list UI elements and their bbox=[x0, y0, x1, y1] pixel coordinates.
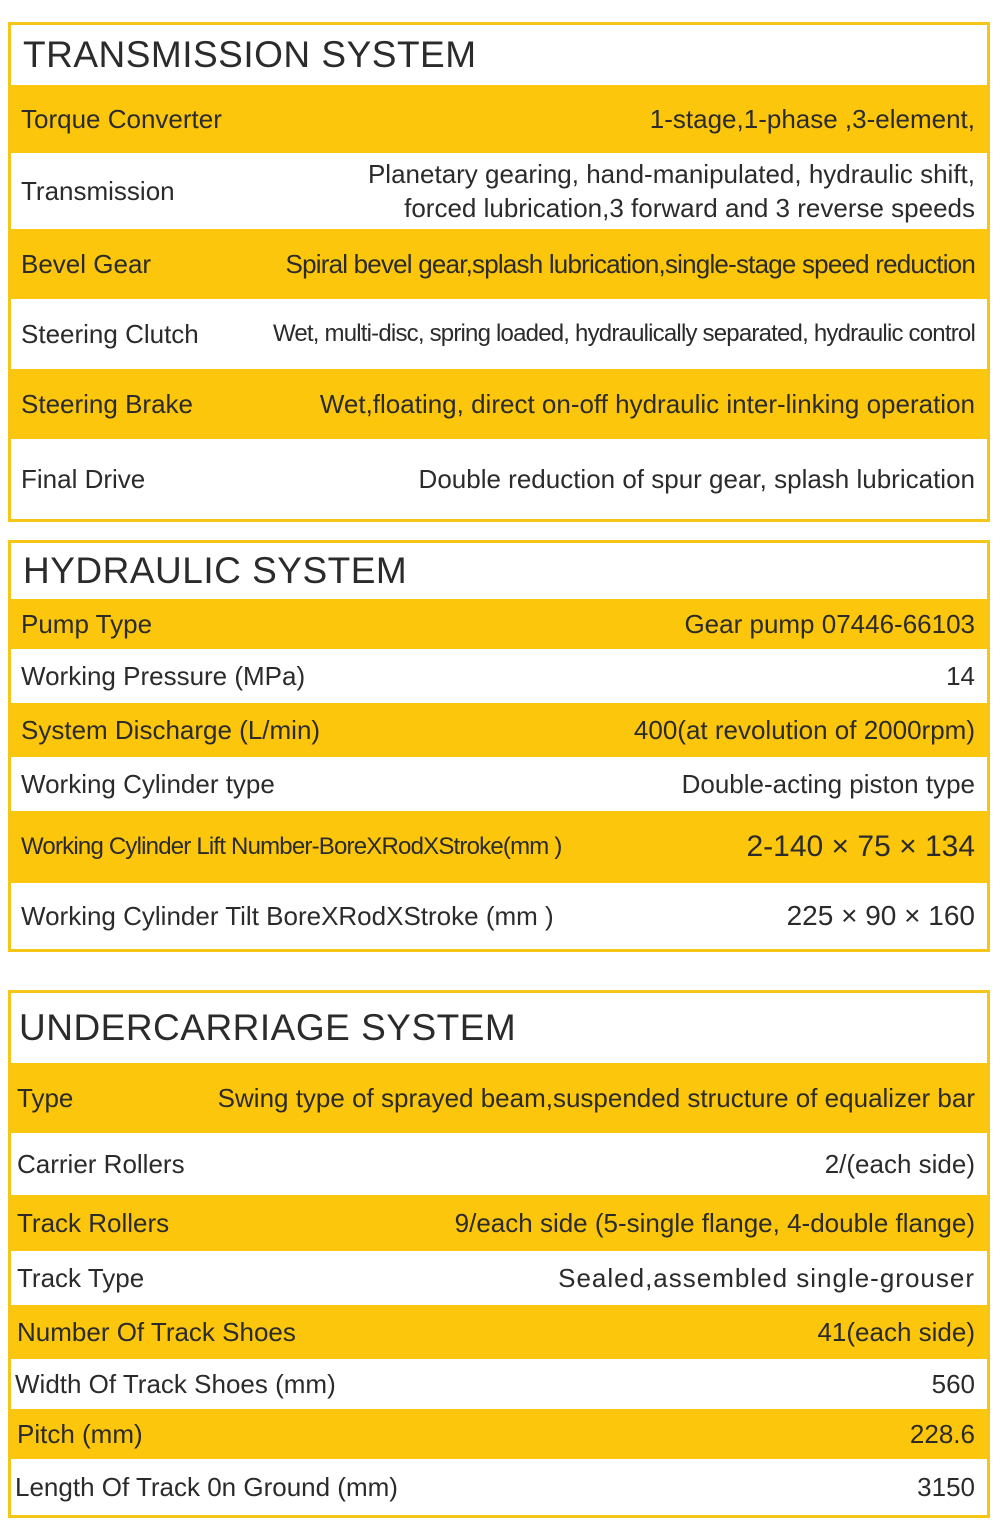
spec-label: Carrier Rollers bbox=[17, 1148, 185, 1179]
spec-row-working-cylinder-type bbox=[11, 757, 987, 811]
spec-value: 3150 bbox=[917, 1472, 975, 1502]
transmission-section bbox=[8, 22, 990, 522]
spec-value: Double reduction of spur gear, splash lubrication bbox=[418, 464, 975, 494]
spec-label: Working Cylinder type bbox=[21, 768, 275, 799]
spec-label: Transmission bbox=[21, 175, 175, 206]
section-title: UNDERCARRIAGE SYSTEM bbox=[19, 1007, 517, 1048]
spec-row-torque-converter bbox=[11, 85, 987, 153]
spec-label: Width Of Track Shoes (mm) bbox=[15, 1368, 336, 1399]
spec-row-steering-clutch bbox=[11, 299, 987, 369]
spec-value: 1-stage,1-phase ,3-element, bbox=[649, 104, 975, 134]
spec-label: Steering Brake bbox=[21, 388, 193, 419]
spec-row-system-discharge bbox=[11, 703, 987, 757]
section-title: HYDRAULIC SYSTEM bbox=[23, 550, 408, 591]
spec-label: System Discharge (L/min) bbox=[21, 714, 321, 745]
spec-row-pitch bbox=[11, 1409, 987, 1459]
spec-value-line: forced lubrication,3 forward and 3 reverse speeds bbox=[404, 193, 975, 223]
spec-row-cylinder-tilt bbox=[11, 883, 987, 949]
spec-label: Steering Clutch bbox=[21, 318, 199, 349]
spec-value: Wet,floating, direct on-off hydraulic inter-linking operation bbox=[319, 389, 975, 419]
spec-row-pump-type bbox=[11, 599, 987, 649]
spec-row-track-rollers bbox=[11, 1195, 987, 1251]
spec-row-cylinder-lift bbox=[11, 811, 987, 883]
spec-value: Gear pump 07446-66103 bbox=[684, 609, 975, 639]
spec-value: Wet, multi-disc, spring loaded, hydraulically separated, hydraulic control bbox=[272, 320, 975, 347]
spec-label: Torque Converter bbox=[21, 103, 222, 134]
spec-label: Type bbox=[17, 1082, 74, 1113]
spec-label: Number Of Track Shoes bbox=[17, 1316, 296, 1347]
undercarriage-section bbox=[8, 990, 990, 1518]
spec-value: Spiral bevel gear,splash lubrication,single-stage speed reduction bbox=[285, 249, 975, 279]
spec-value: Sealed,assembled single-grouser bbox=[558, 1263, 975, 1293]
spec-value: Double-acting piston type bbox=[681, 769, 975, 799]
hydraulic-section bbox=[8, 540, 990, 952]
spec-label: Working Cylinder Lift Number-BoreXRodXStroke(mm ) bbox=[21, 833, 562, 860]
spec-value-line: Planetary gearing, hand-manipulated, hydraulic shift, bbox=[367, 159, 975, 189]
spec-value: 2-140 × 75 × 134 bbox=[746, 830, 975, 863]
spec-value: 9/each side (5-single flange, 4-double flange) bbox=[454, 1208, 975, 1238]
spec-value: 14 bbox=[946, 661, 975, 691]
spec-value: 2/(each side) bbox=[824, 1149, 975, 1179]
spec-row-number-of-track-shoes bbox=[11, 1305, 987, 1359]
spec-label: Bevel Gear bbox=[21, 248, 152, 279]
spec-label: Pitch (mm) bbox=[17, 1418, 143, 1449]
spec-label: Track Rollers bbox=[17, 1207, 170, 1238]
spec-label: Length Of Track 0n Ground (mm) bbox=[15, 1471, 398, 1502]
spec-label: Final Drive bbox=[21, 463, 146, 494]
spec-value: 41(each side) bbox=[817, 1317, 975, 1347]
spec-row-working-pressure bbox=[11, 649, 987, 703]
spec-row-bevel-gear bbox=[11, 229, 987, 299]
spec-row-length-of-track bbox=[11, 1459, 987, 1515]
spec-value bbox=[175, 157, 975, 225]
spec-label: Working Pressure (MPa) bbox=[21, 660, 306, 691]
spec-value: Swing type of sprayed beam,suspended structure of equalizer bar bbox=[217, 1083, 975, 1113]
spec-row-steering-brake bbox=[11, 369, 987, 439]
spec-value: 400(at revolution of 2000rpm) bbox=[633, 715, 975, 745]
spec-row-carrier-rollers bbox=[11, 1133, 987, 1195]
spec-label: Working Cylinder Tilt BoreXRodXStroke (mm ) bbox=[21, 900, 554, 931]
spec-row-transmission bbox=[11, 153, 987, 229]
spec-value: 560 bbox=[931, 1369, 975, 1399]
spec-row-final-drive bbox=[11, 439, 987, 519]
spec-label: Track Type bbox=[17, 1262, 145, 1293]
spec-row-track-type bbox=[11, 1251, 987, 1305]
spec-label: Pump Type bbox=[21, 608, 153, 639]
spec-row-width-of-track-shoes bbox=[11, 1359, 987, 1409]
spec-row-type bbox=[11, 1063, 987, 1133]
spec-value: 225 × 90 × 160 bbox=[786, 900, 975, 931]
spec-value: 228.6 bbox=[909, 1419, 975, 1449]
section-title: TRANSMISSION SYSTEM bbox=[23, 34, 477, 75]
